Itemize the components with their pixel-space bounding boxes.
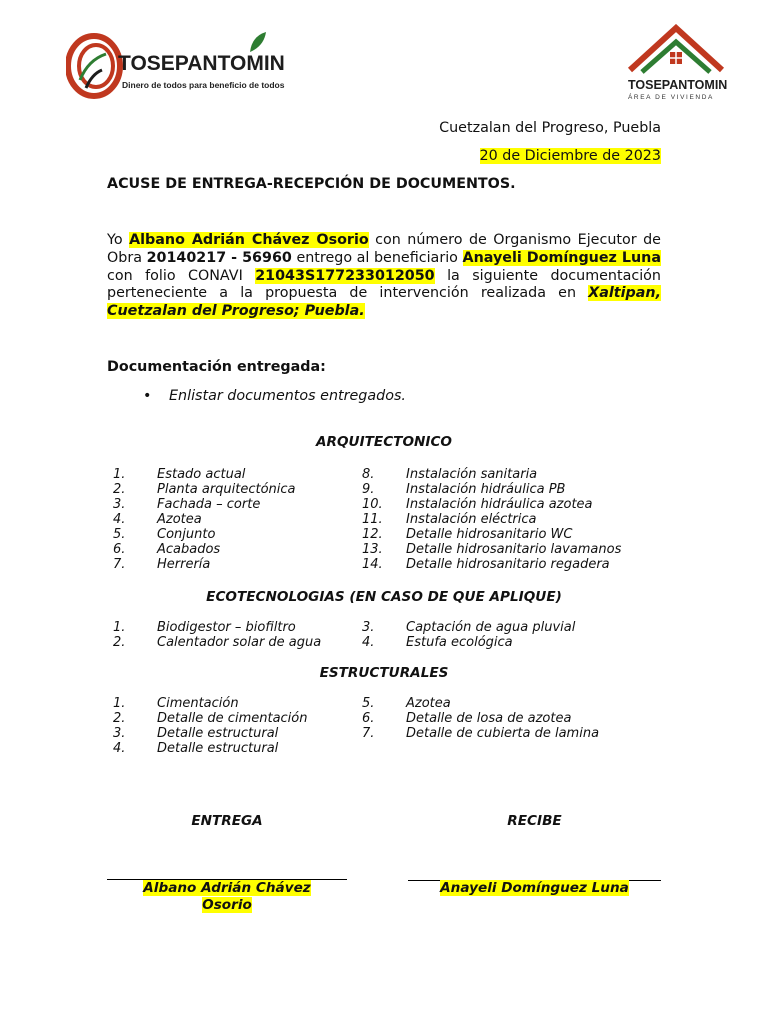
recibe-name-text: Anayeli Domínguez Luna [440, 880, 629, 896]
beneficiary-name: Anayeli Domínguez Luna [462, 249, 662, 266]
list-item: Detalle de cubierta de lamina [406, 726, 600, 741]
list-item-number: 4. [113, 741, 126, 756]
list-ecotecnologias [0, 620, 768, 652]
list-item: Detalle hidrosanitario regadera [406, 557, 610, 572]
list-arquitectonico [0, 467, 768, 577]
list-item-number: 7. [362, 726, 375, 741]
list-item: Azotea [406, 696, 451, 711]
paragraph-text: entrego al beneficiario [291, 249, 463, 266]
entrega-name-line1: Albano Adrián Chávez [143, 880, 311, 896]
list-item-number: 12. [362, 527, 383, 542]
entrega-label: ENTREGA [191, 813, 263, 829]
list-item-number: 4. [113, 512, 126, 527]
org-number: 20140217 - 56960 [146, 249, 292, 266]
list-item-number: 3. [113, 497, 126, 512]
list-item: Cimentación [157, 696, 239, 711]
list-item-number: 3. [362, 620, 375, 635]
list-item-number: 13. [362, 542, 383, 557]
paragraph-text: Yo [107, 232, 130, 248]
right-logo-name: TOSEPANTOMIN [628, 78, 728, 92]
list-item: Instalación hidráulica azotea [406, 497, 593, 512]
left-logo-tagline: Dinero de todos para beneficio de todos [122, 80, 285, 90]
list-item-number: 2. [113, 711, 126, 726]
list-item-number: 5. [362, 696, 375, 711]
list-item: Herrería [157, 557, 211, 572]
list-item: Instalación eléctrica [406, 512, 537, 527]
leaf-icon [248, 30, 268, 54]
list-item: Planta arquitectónica [157, 482, 296, 497]
body-paragraph [107, 232, 661, 321]
bullet-icon: • [143, 388, 152, 404]
right-logo-subtitle: ÁREA DE VIVIENDA [628, 94, 714, 101]
list-item-number: 4. [362, 635, 375, 650]
list-item-number: 1. [113, 696, 126, 711]
list-item: Calentador solar de agua [157, 635, 322, 650]
location-text: Xaltipan, Cuetzalan del Progreso; Puebla. [107, 285, 661, 320]
section-title-arquitectonico: ARQUITECTONICO [316, 434, 452, 450]
list-item: Detalle de cimentación [157, 711, 308, 726]
house-roof-icon [626, 24, 726, 78]
paragraph-text: la siguiente documentación perteneciente a la propuesta de intervención realizada en [107, 267, 661, 302]
list-item: Detalle hidrosanitario lavamanos [406, 542, 622, 557]
left-logo-name: TOSEPANTOMIN [118, 52, 285, 75]
list-item-number: 1. [113, 620, 126, 635]
list-item: Estado actual [157, 467, 246, 482]
list-item-number: 2. [113, 482, 126, 497]
list-item: Instalación sanitaria [406, 467, 538, 482]
list-item-number: 1. [113, 467, 126, 482]
list-item: Estufa ecológica [406, 635, 513, 650]
tosepantomin-logo-left [66, 30, 306, 100]
section-title-ecotecnologias: ECOTECNOLOGIAS (EN CASO DE QUE APLIQUE) [206, 589, 562, 605]
list-item: Fachada – corte [157, 497, 261, 512]
list-item-number: 3. [113, 726, 126, 741]
list-item-number: 11. [362, 512, 383, 527]
list-item-number: 5. [113, 527, 126, 542]
list-item-number: 6. [113, 542, 126, 557]
entrega-name [107, 880, 347, 914]
list-item-number: 2. [113, 635, 126, 650]
conavi-folio: 21043S177233012050 [255, 267, 435, 284]
tosepantomin-logo-right [622, 24, 732, 104]
list-item: Azotea [157, 512, 202, 527]
date-line [480, 148, 661, 166]
document-title: ACUSE DE ENTREGA-RECEPCIÓN DE DOCUMENTOS. [107, 176, 516, 192]
paragraph-text: con folio CONAVI [107, 267, 256, 284]
list-item: Detalle estructural [157, 726, 279, 741]
list-item: Detalle hidrosanitario WC [406, 527, 573, 542]
list-item-number: 14. [362, 557, 383, 572]
list-item: Instalación hidráulica PB [406, 482, 566, 497]
place-line: Cuetzalan del Progreso, Puebla [439, 120, 661, 136]
list-item-number: 10. [362, 497, 383, 512]
list-item: Captación de agua pluvial [406, 620, 576, 635]
documentation-heading: Documentación entregada: [107, 359, 326, 375]
list-item-number: 9. [362, 482, 375, 497]
list-item: Biodigestor – biofiltro [157, 620, 296, 635]
section-title-estructurales: ESTRUCTURALES [319, 665, 449, 681]
list-item: Conjunto [157, 527, 216, 542]
spiral-emblem-icon [66, 30, 126, 100]
issuer-name: Albano Adrián Chávez Osorio [129, 232, 369, 248]
list-item: Acabados [157, 542, 221, 557]
recibe-label: RECIBE [507, 813, 562, 829]
list-item-number: 8. [362, 467, 375, 482]
recibe-name [408, 880, 661, 897]
date-text: 20 de Diciembre de 2023 [479, 148, 661, 164]
bullet-text: Enlistar documentos entregados. [169, 388, 406, 404]
list-item: Detalle estructural [157, 741, 279, 756]
list-item-number: 6. [362, 711, 375, 726]
entrega-name-line2: Osorio [202, 897, 252, 913]
list-item-number: 7. [113, 557, 126, 572]
paragraph-text: con número de Organismo Ejecutor de Obra [107, 232, 661, 266]
list-estructurales [0, 696, 768, 758]
list-item: Detalle de losa de azotea [406, 711, 572, 726]
